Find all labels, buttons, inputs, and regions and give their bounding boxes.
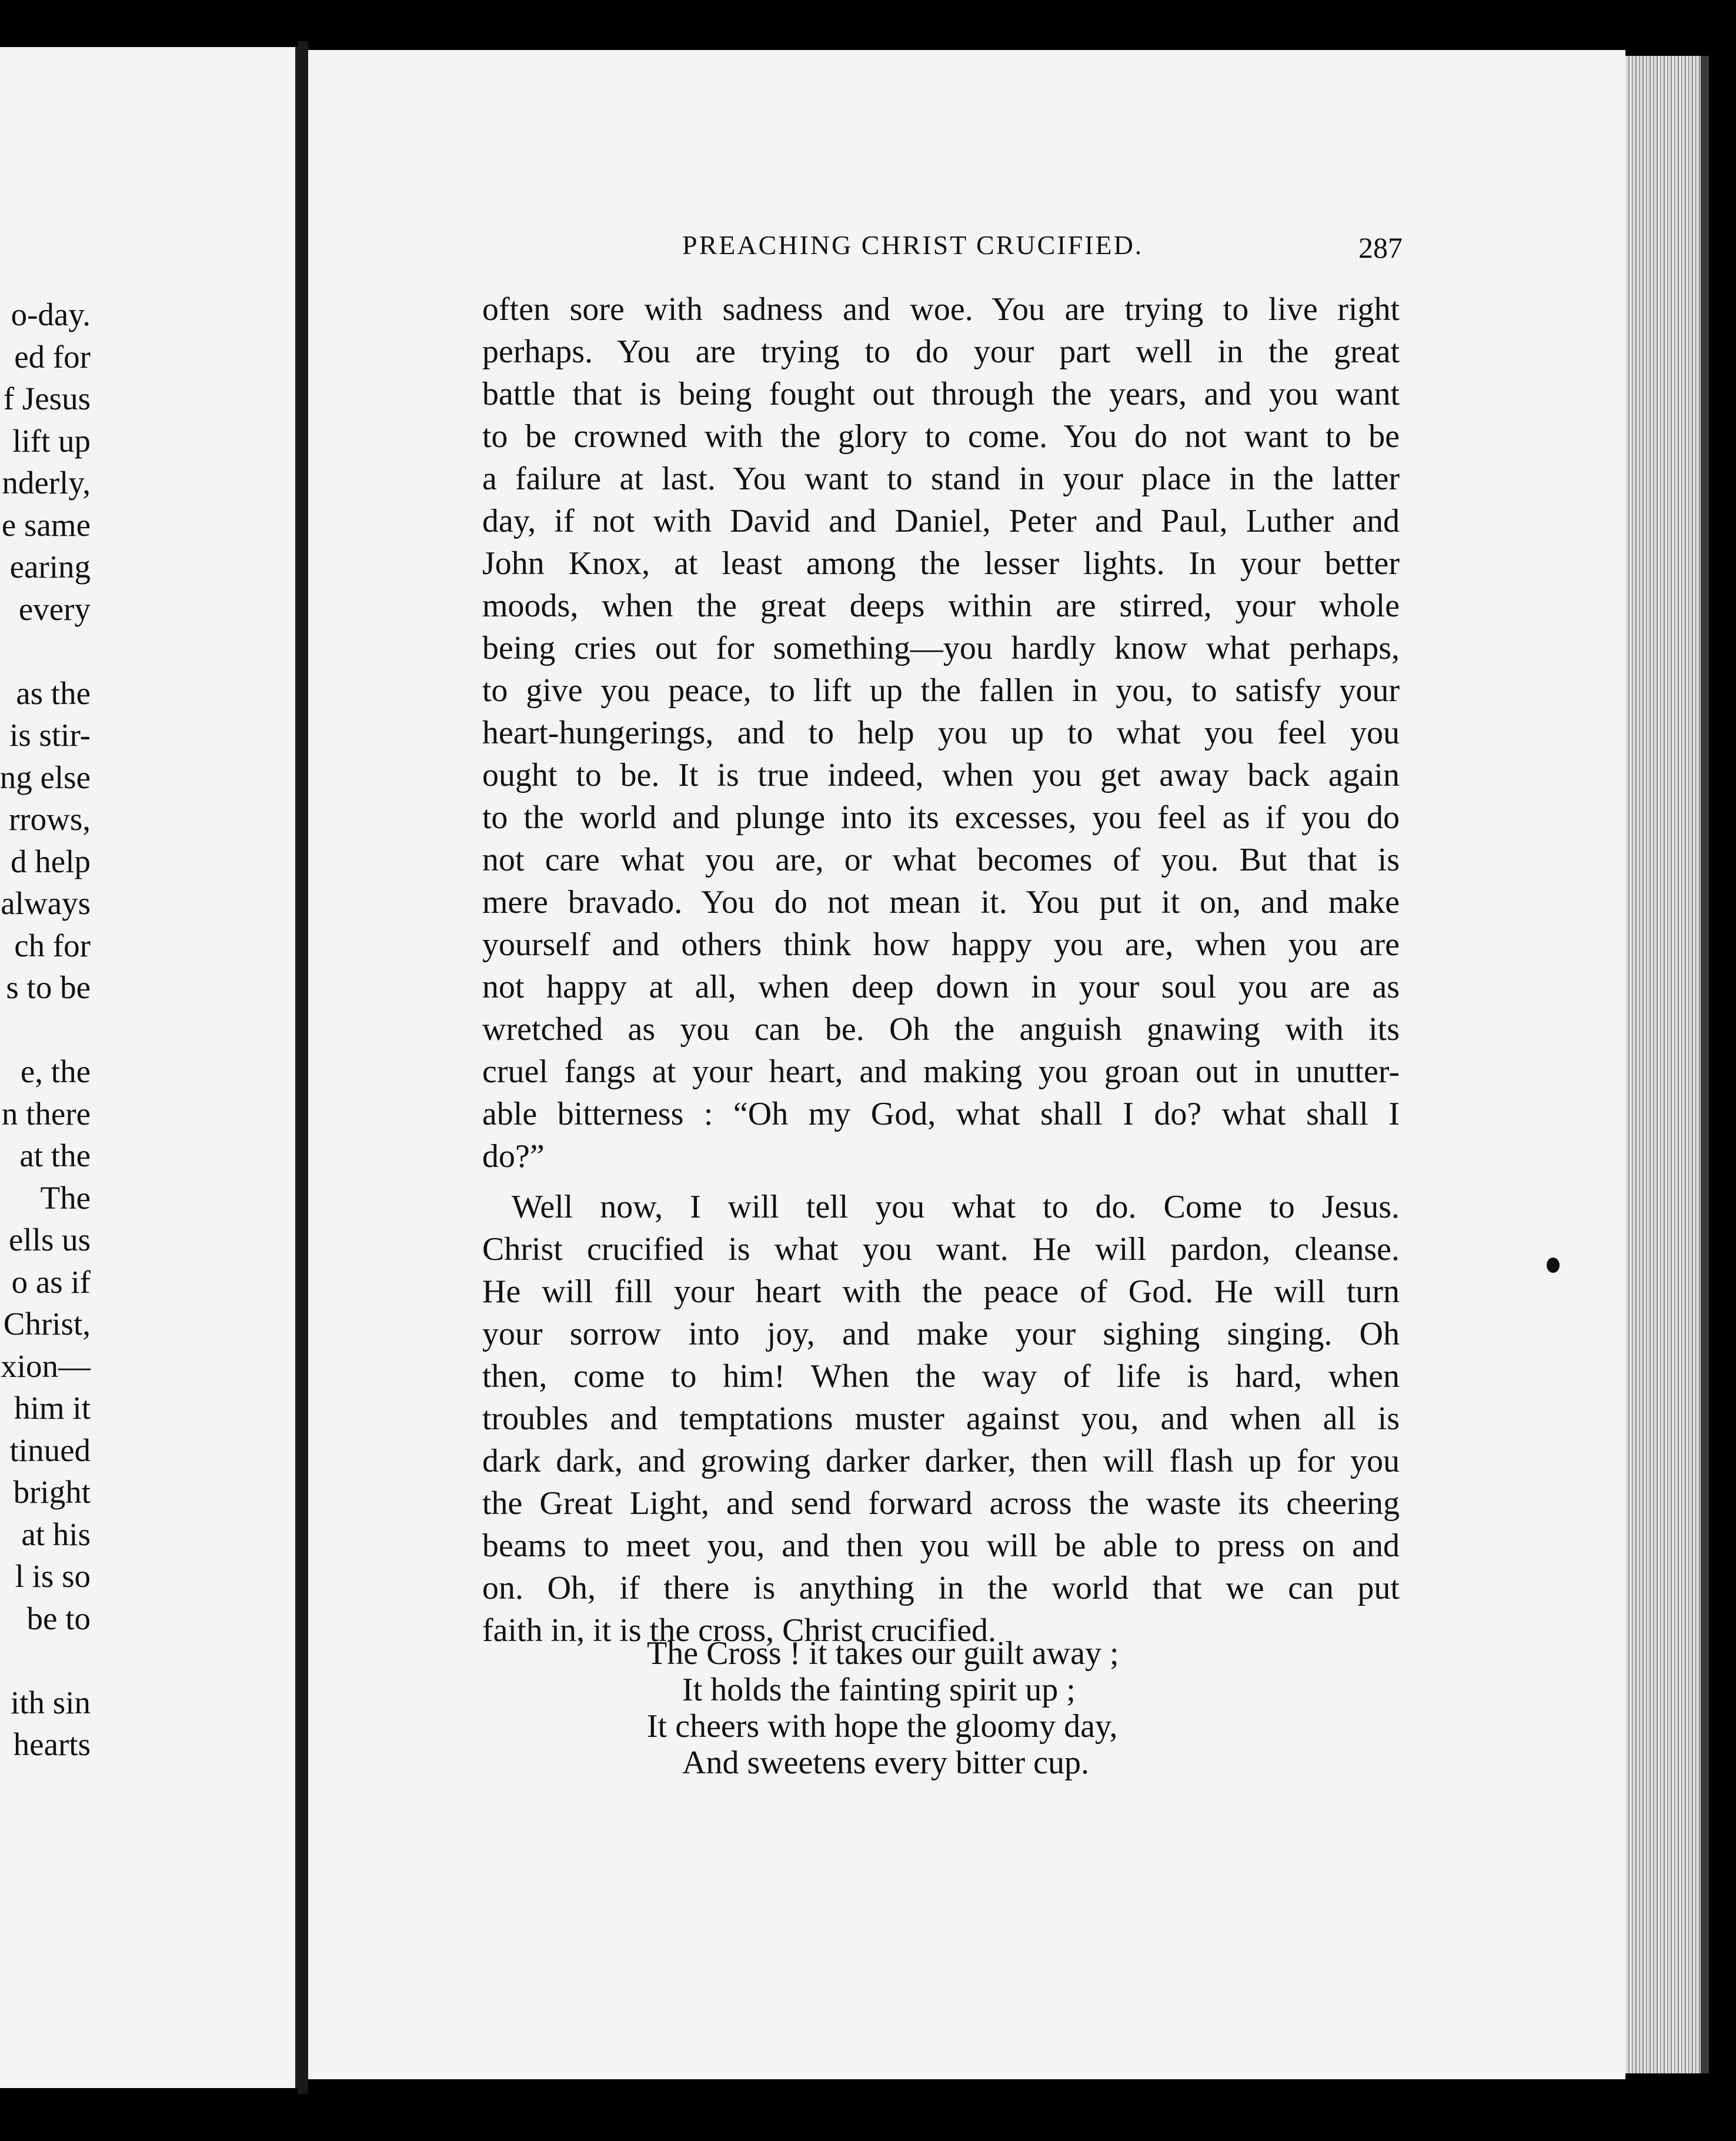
left-page-line: The <box>40 1179 91 1216</box>
left-page-line: ch for <box>14 927 91 963</box>
verse-line: And sweetens every bitter cup. <box>682 1745 1089 1781</box>
left-page <box>0 47 298 2088</box>
left-page-line: as the <box>16 675 91 711</box>
paragraph-2-line: beams to meet you, and then you will be able to press on and <box>482 1528 1400 1564</box>
left-page-line: rrows, <box>8 801 91 837</box>
left-page-line: bright <box>13 1474 91 1510</box>
left-page-line: ith sin <box>11 1684 91 1720</box>
page-edges-shadow <box>1701 56 1709 2073</box>
paragraph-1-line: to give you peace, to lift up the fallen in you, to satisfy your <box>482 672 1400 709</box>
paragraph-1-line: John Knox, at least among the lesser lights. In your better <box>482 545 1400 582</box>
paragraph-1 <box>482 288 1400 1178</box>
verse-line: The Cross ! it takes our guilt away ; <box>647 1635 1119 1672</box>
left-page-line: every <box>18 591 91 627</box>
paragraph-1-line: do?” <box>482 1138 545 1175</box>
running-head: PREACHING CHRIST CRUCIFIED. <box>682 230 1144 260</box>
left-page-line: tinued <box>9 1432 91 1468</box>
paragraph-2 <box>482 1186 1400 1652</box>
left-page-line: be to <box>26 1600 91 1636</box>
left-page-line: f Jesus <box>3 381 91 416</box>
left-page-line: earing <box>9 549 91 585</box>
verse-line: It holds the fainting spirit up ; <box>682 1672 1076 1708</box>
left-page-line: at his <box>21 1516 91 1552</box>
left-page-line: ells us <box>8 1222 91 1258</box>
left-page-line: lift up <box>12 422 91 459</box>
left-page-line: d help <box>11 843 91 879</box>
paragraph-1-line: often sore with sadness and woe. You are trying to live right <box>482 291 1400 328</box>
left-page-line: is stir- <box>9 717 91 753</box>
paragraph-1-line: ought to be. It is true indeed, when you get away back again <box>482 757 1400 793</box>
body-text <box>482 288 1400 1652</box>
left-page-line: hearts <box>13 1726 91 1762</box>
left-page-line: e, the <box>20 1053 91 1089</box>
left-page-line: n there <box>1 1095 91 1132</box>
paragraph-1-line: a failure at last. You want to stand in your place in the latter <box>482 461 1400 497</box>
paragraph-2-line: He will fill your heart with the peace of God. He will turn <box>482 1273 1400 1310</box>
paragraph-2-line: your sorrow into joy, and make your sighing singing. Oh <box>482 1316 1400 1352</box>
paragraph-1-line: heart-hungerings, and to help you up to what you feel you <box>482 715 1400 751</box>
paragraph-2-line: dark dark, and growing darker darker, then will flash up for you <box>482 1443 1400 1479</box>
paragraph-1-line: yourself and others think how happy you are, when you are <box>482 926 1400 963</box>
paragraph-1-line: day, if not with David and Daniel, Peter and Paul, Luther and <box>482 503 1400 539</box>
page-edges <box>1625 56 1701 2073</box>
page-number: 287 <box>1358 231 1403 264</box>
paragraph-1-line: cruel fangs at your heart, and making you groan out in unutter- <box>482 1053 1400 1090</box>
paragraph-2-line: Well now, I will tell you what to do. Come to Jesus. <box>512 1189 1400 1225</box>
paragraph-2-line: then, come to him! When the way of life is hard, when <box>482 1358 1400 1395</box>
left-page-line: o-day. <box>11 296 91 332</box>
paragraph-1-line: perhaps. You are trying to do your part well in the great <box>482 334 1400 370</box>
paragraph-1-line: not care what you are, or what becomes of you. But that is <box>482 842 1400 878</box>
left-page-line: Christ, <box>3 1306 91 1342</box>
left-page-line: xion— <box>1 1348 91 1384</box>
paragraph-gap <box>482 1178 1400 1186</box>
ink-speck <box>1547 1258 1560 1273</box>
paragraph-2-line: Christ crucified is what you want. He will pardon, cleanse. <box>482 1231 1400 1268</box>
left-page-line: o as if <box>11 1263 91 1300</box>
left-page-line: s to be <box>6 969 91 1005</box>
paragraph-1-line: wretched as you can be. Oh the anguish gnawing with its <box>482 1011 1400 1048</box>
paragraph-2-line: the Great Light, and send forward across the waste its cheering <box>482 1485 1400 1522</box>
paragraph-1-line: to the world and plunge into its excesses, you feel as if you do <box>482 799 1400 836</box>
paragraph-1-line: being cries out for something—you hardly know what perhaps, <box>482 630 1400 666</box>
paragraph-1-line: battle that is being fought out through the years, and you want <box>482 376 1400 412</box>
left-page-line: e same <box>1 506 91 543</box>
left-page-line: always <box>1 885 91 921</box>
verse-stanza <box>647 1635 1119 1781</box>
left-page-line: l is so <box>15 1558 91 1594</box>
paragraph-2-line: faith in, it is the cross, Christ crucified. <box>482 1612 997 1649</box>
paragraph-2-line: on. Oh, if there is anything in the world that we can put <box>482 1570 1400 1606</box>
paragraph-1-line: able bitterness : “Oh my God, what shall I do? what shall I <box>482 1096 1400 1132</box>
paragraph-2-line: troubles and temptations muster against you, and when all is <box>482 1400 1400 1437</box>
book-gutter <box>298 41 308 2094</box>
paragraph-1-line: mere bravado. You do not mean it. You put it on, and make <box>482 884 1400 921</box>
paragraph-1-line: to be crowned with the glory to come. You do not want to be <box>482 418 1400 455</box>
left-page-line: ed for <box>14 338 91 375</box>
left-page-line: at the <box>19 1138 91 1173</box>
paragraph-1-line: not happy at all, when deep down in your soul you are as <box>482 969 1400 1005</box>
left-page-line: ng else <box>0 759 91 795</box>
paragraph-1-line: moods, when the great deeps within are stirred, your whole <box>482 588 1400 624</box>
left-page-line: him it <box>14 1390 91 1426</box>
verse-line: It cheers with hope the gloomy day, <box>647 1708 1118 1745</box>
left-page-line: nderly, <box>2 465 91 501</box>
